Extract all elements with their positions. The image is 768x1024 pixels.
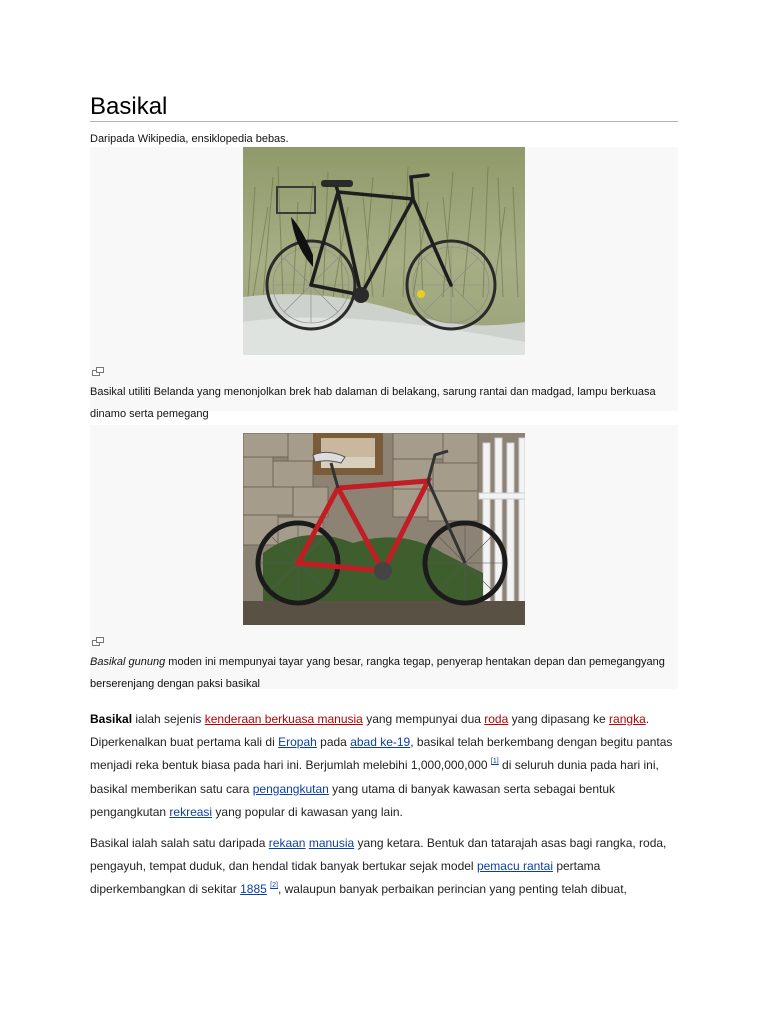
text: ialah sejenis [132,712,205,726]
reference-1[interactable]: [1] [490,758,499,766]
image-caption [90,651,678,695]
text: Basikal ialah salah satu daripada [90,836,269,850]
thumbnail-mountain-bicycle [90,425,678,689]
text: pada [316,735,351,750]
link-kenderaan-berkuasa-manusia[interactable]: kenderaan berkuasa manusia [204,712,363,726]
link-eropah[interactable]: Eropah [278,735,317,750]
reference-2[interactable]: [2] [270,882,278,890]
enlarge-icon[interactable] [92,367,104,376]
text: yang dipasang ke [508,712,610,726]
text: pertama diperkembangkan di sekitar [90,859,601,897]
text: , basikal telah berkembang dengan begitu pantas menjadi reka bentuk biasa pada hari ini. Berjumlah melebihi 1,000,000,000 [90,735,673,773]
link-abad-ke-19[interactable]: abad ke-19 [350,735,411,750]
thumbnail-dutch-bicycle [90,147,678,420]
text: yang mempunyai dua [362,712,485,726]
text: , walaupun banyak perbaikan perincian yang penting telah dibuat, [277,882,627,897]
image-caption: Basikal utiliti Belanda yang menonjolkan brek hab dalaman di belakang, sarung rantai dan madgad, lampu berkuasa dinamo serta pemegang [90,386,656,420]
dutch-bicycle-image[interactable] [243,147,525,355]
caption-text: moden ini mempunyai tayar yang besar, rangka tegap, penyerap hentakan depan dan pemegangyang berserenjang dengan paksi basikal [90,656,665,690]
site-tagline: Daripada Wikipedia, ensiklopedia bebas. [90,133,289,145]
text: . Diperkenalkan buat pertama kali di [90,712,650,750]
link-rekreasi[interactable]: rekreasi [169,804,213,819]
text: yang utama di banyak kawasan serta sebagai bentuk pengangkutan [90,781,616,819]
link-roda[interactable]: roda [484,712,509,726]
text: di seluruh dunia pada hari ini, basikal memberikan satu cara [90,758,659,796]
link-pemacu-rantai[interactable]: pemacu rantai [476,859,553,874]
text: yang ketara. Bentuk dan tatarajah asas bagi rangka, roda, pengayuh, tempat duduk, dan hendal tidak banyak bertukar sejak model [90,836,667,874]
link-manusia[interactable]: manusia [308,836,355,850]
mountain-bicycle-image[interactable] [243,433,525,625]
link-1885[interactable]: 1885 [240,882,267,897]
caption-emphasis: Basikal gunung [90,656,166,668]
link-pengangkutan[interactable]: pengangkutan [252,781,329,796]
enlarge-icon[interactable] [92,637,104,646]
intro-paragraph [90,708,678,824]
link-rekaan[interactable]: rekaan [268,836,306,850]
history-paragraph [90,832,678,902]
link-rangka[interactable]: rangka [609,712,646,726]
term-bold: Basikal [90,712,133,726]
text: yang popular di kawasan yang lain. [212,804,403,819]
page-title: Basikal [90,92,678,122]
